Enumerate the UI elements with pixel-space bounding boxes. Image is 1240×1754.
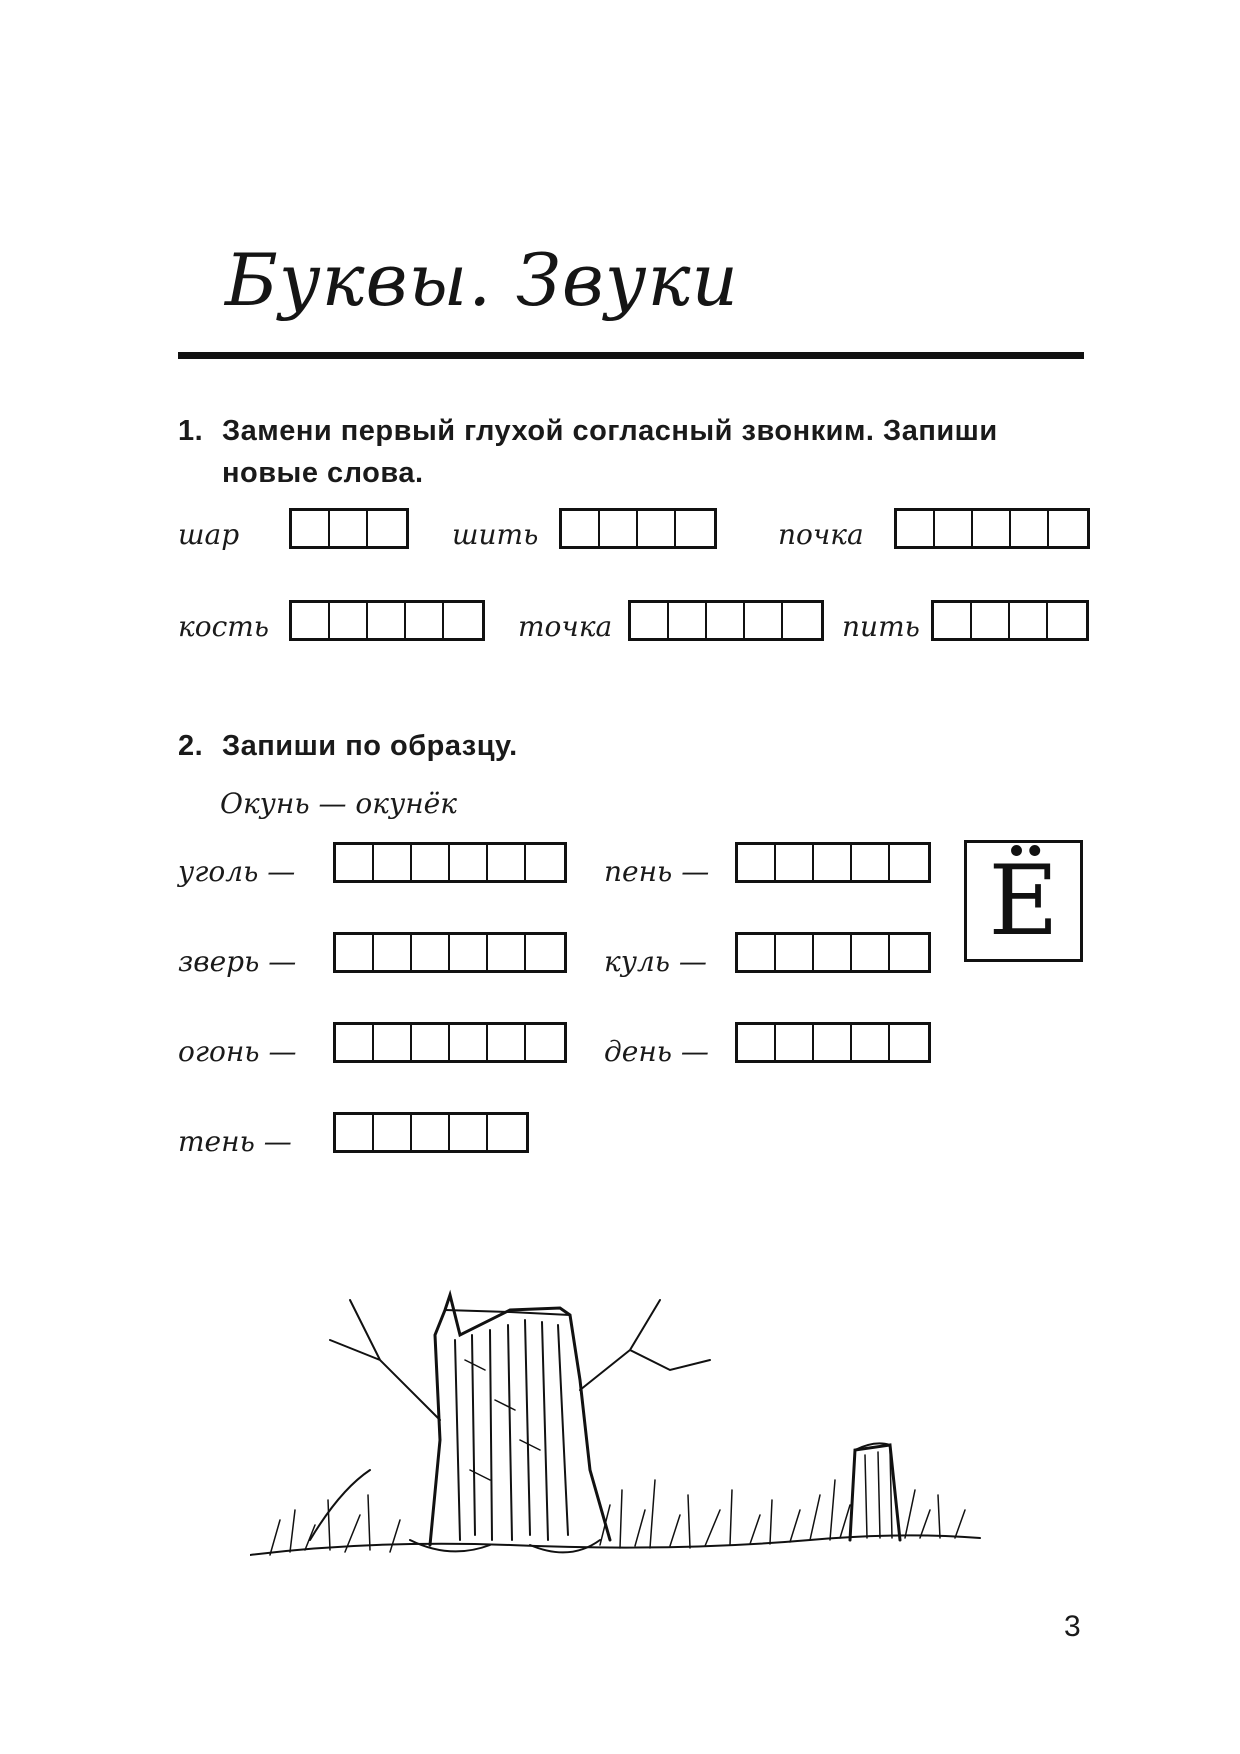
letter-cell[interactable] bbox=[1048, 603, 1086, 638]
letter-cell[interactable] bbox=[330, 511, 368, 546]
letter-cell[interactable] bbox=[368, 511, 406, 546]
letter-cell[interactable] bbox=[526, 935, 564, 970]
word-pen: пень — bbox=[604, 855, 710, 888]
letter-cell[interactable] bbox=[1011, 511, 1049, 546]
letter-yo-card bbox=[964, 840, 1083, 962]
letter-cell[interactable] bbox=[450, 845, 488, 880]
word-zver: зверь — bbox=[178, 945, 297, 978]
answer-boxes-pen[interactable] bbox=[735, 842, 931, 883]
answer-boxes-ugol[interactable] bbox=[333, 842, 567, 883]
letter-cell[interactable] bbox=[631, 603, 669, 638]
answer-boxes-shit[interactable] bbox=[559, 508, 717, 549]
letter-cell[interactable] bbox=[368, 603, 406, 638]
answer-boxes-tochka[interactable] bbox=[628, 600, 824, 641]
letter-cell[interactable] bbox=[934, 603, 972, 638]
answer-boxes-shar[interactable] bbox=[289, 508, 409, 549]
answer-boxes-zver[interactable] bbox=[333, 932, 567, 973]
letter-cell[interactable] bbox=[972, 603, 1010, 638]
word-kost: кость bbox=[178, 610, 270, 643]
letter-cell[interactable] bbox=[374, 935, 412, 970]
letter-cell[interactable] bbox=[336, 935, 374, 970]
answer-boxes-pit[interactable] bbox=[931, 600, 1089, 641]
letter-cell[interactable] bbox=[336, 845, 374, 880]
letter-cell[interactable] bbox=[776, 845, 814, 880]
letter-cell[interactable] bbox=[814, 935, 852, 970]
letter-cell[interactable] bbox=[738, 845, 776, 880]
letter-cell[interactable] bbox=[776, 1025, 814, 1060]
letter-cell[interactable] bbox=[890, 935, 928, 970]
letter-cell[interactable] bbox=[669, 603, 707, 638]
letter-cell[interactable] bbox=[412, 1025, 450, 1060]
task-2-number: 2. bbox=[178, 730, 204, 762]
title-divider bbox=[178, 352, 1084, 359]
task-1-number: 1. bbox=[178, 415, 204, 447]
letter-cell[interactable] bbox=[897, 511, 935, 546]
letter-cell[interactable] bbox=[292, 603, 330, 638]
letter-cell[interactable] bbox=[745, 603, 783, 638]
task-1-text: Замени первый глухой согласный звонким. Запиши новые слова. bbox=[222, 415, 998, 489]
word-tochka: точка bbox=[518, 610, 613, 643]
letter-cell[interactable] bbox=[852, 1025, 890, 1060]
answer-boxes-kost[interactable] bbox=[289, 600, 485, 641]
word-shar: шар bbox=[178, 518, 240, 551]
letter-cell[interactable] bbox=[406, 603, 444, 638]
letter-cell[interactable] bbox=[1010, 603, 1048, 638]
letter-cell[interactable] bbox=[814, 845, 852, 880]
answer-boxes-ten[interactable] bbox=[333, 1112, 529, 1153]
example-text: Окунь — окунёк bbox=[220, 787, 457, 820]
answer-boxes-kul[interactable] bbox=[735, 932, 931, 973]
letter-cell[interactable] bbox=[814, 1025, 852, 1060]
letter-cell[interactable] bbox=[935, 511, 973, 546]
word-den: день — bbox=[604, 1035, 709, 1068]
page-title: Буквы. Звуки bbox=[225, 238, 739, 322]
letter-cell[interactable] bbox=[852, 935, 890, 970]
letter-cell[interactable] bbox=[450, 1025, 488, 1060]
letter-cell[interactable] bbox=[776, 935, 814, 970]
letter-cell[interactable] bbox=[412, 935, 450, 970]
letter-cell[interactable] bbox=[412, 1115, 450, 1150]
word-ugol: уголь — bbox=[178, 855, 296, 888]
letter-cell[interactable] bbox=[336, 1115, 374, 1150]
word-shit: шить bbox=[452, 518, 539, 551]
answer-boxes-pochka[interactable] bbox=[894, 508, 1090, 549]
letter-cell[interactable] bbox=[890, 1025, 928, 1060]
tree-stumps-illustration bbox=[250, 1240, 990, 1570]
letter-cell[interactable] bbox=[374, 1115, 412, 1150]
letter-cell[interactable] bbox=[526, 845, 564, 880]
letter-cell[interactable] bbox=[374, 1025, 412, 1060]
letter-cell[interactable] bbox=[488, 1025, 526, 1060]
letter-cell[interactable] bbox=[852, 845, 890, 880]
word-pochka: почка bbox=[778, 518, 864, 551]
letter-cell[interactable] bbox=[562, 511, 600, 546]
task-2-text: Запиши по образцу. bbox=[222, 730, 518, 762]
letter-cell[interactable] bbox=[890, 845, 928, 880]
letter-cell[interactable] bbox=[676, 511, 714, 546]
word-pit: пить bbox=[842, 610, 920, 643]
letter-cell[interactable] bbox=[738, 1025, 776, 1060]
page-number: 3 bbox=[1064, 1610, 1081, 1643]
word-ogon: огонь — bbox=[178, 1035, 297, 1068]
task-1-heading bbox=[178, 410, 1088, 494]
letter-cell[interactable] bbox=[374, 845, 412, 880]
letter-cell[interactable] bbox=[600, 511, 638, 546]
letter-cell[interactable] bbox=[330, 603, 368, 638]
letter-cell[interactable] bbox=[488, 935, 526, 970]
letter-yo: Ё bbox=[988, 845, 1059, 957]
letter-cell[interactable] bbox=[444, 603, 482, 638]
answer-boxes-ogon[interactable] bbox=[333, 1022, 567, 1063]
word-kul: куль — bbox=[604, 945, 707, 978]
letter-cell[interactable] bbox=[292, 511, 330, 546]
letter-cell[interactable] bbox=[1049, 511, 1087, 546]
letter-cell[interactable] bbox=[450, 1115, 488, 1150]
letter-cell[interactable] bbox=[783, 603, 821, 638]
answer-boxes-den[interactable] bbox=[735, 1022, 931, 1063]
word-ten: тень — bbox=[178, 1125, 292, 1158]
letter-cell[interactable] bbox=[412, 845, 450, 880]
letter-cell[interactable] bbox=[526, 1025, 564, 1060]
letter-cell[interactable] bbox=[488, 845, 526, 880]
letter-cell[interactable] bbox=[738, 935, 776, 970]
letter-cell[interactable] bbox=[336, 1025, 374, 1060]
letter-cell[interactable] bbox=[488, 1115, 526, 1150]
task-2-heading bbox=[178, 725, 1088, 767]
letter-cell[interactable] bbox=[638, 511, 676, 546]
letter-cell[interactable] bbox=[707, 603, 745, 638]
letter-cell[interactable] bbox=[450, 935, 488, 970]
letter-cell[interactable] bbox=[973, 511, 1011, 546]
